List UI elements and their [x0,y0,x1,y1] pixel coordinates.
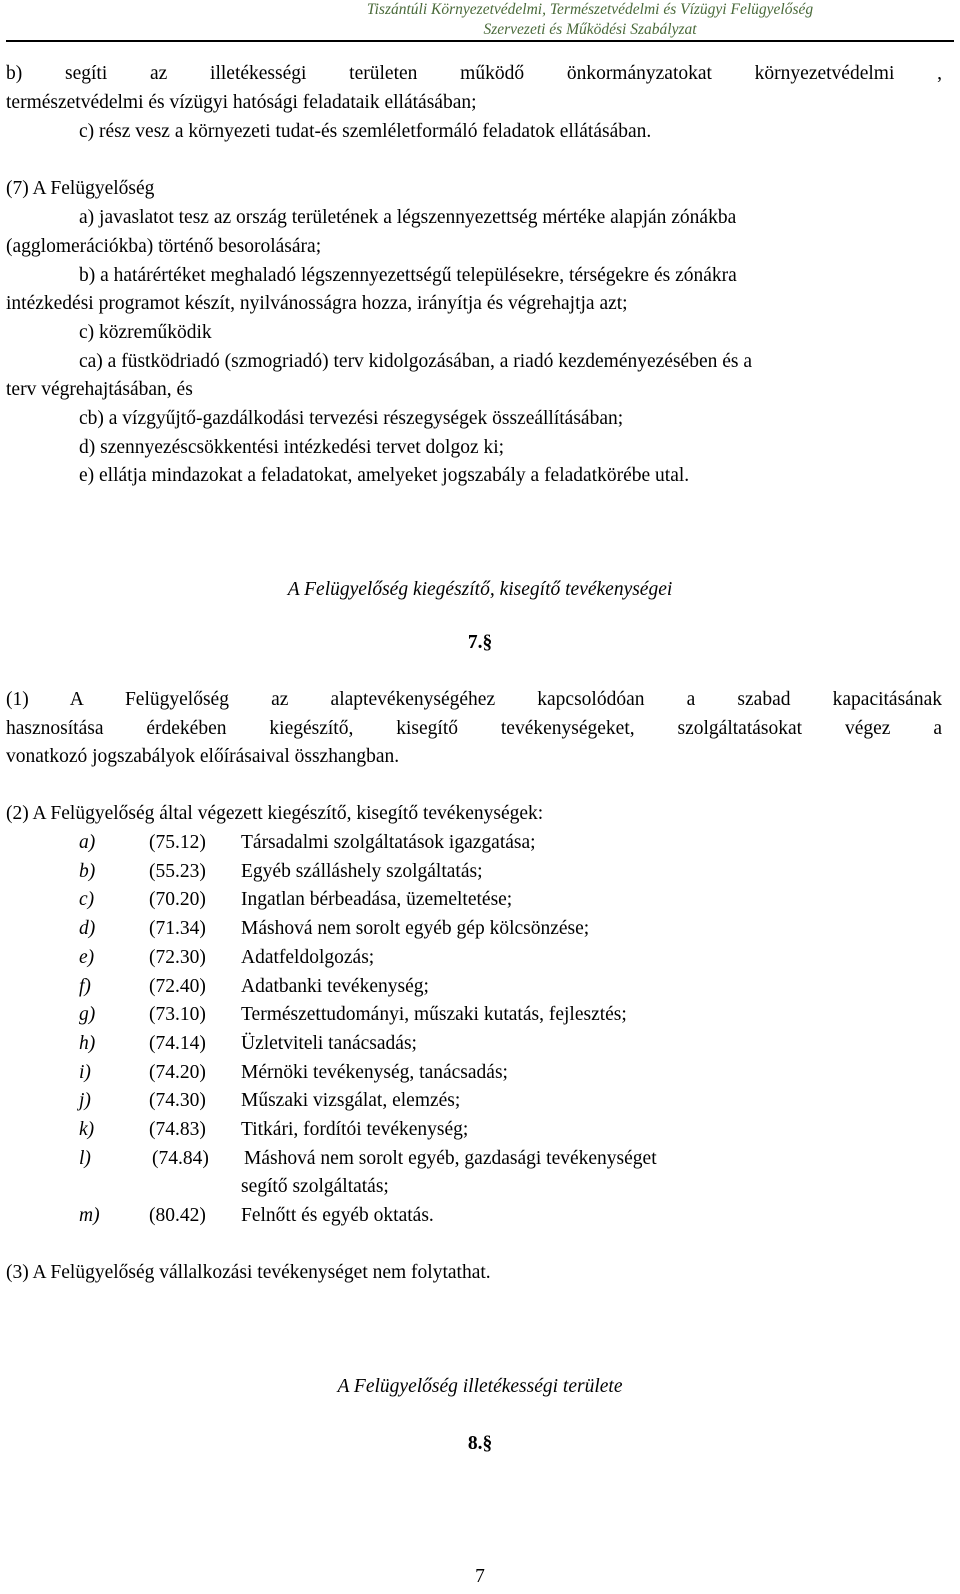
section-heading: A Felügyelőség illetékességi területe [337,1376,623,1397]
paragraph-line: c) rész vesz a környezeti tudat-és szemléletformáló feladatok ellátásában. [79,121,652,142]
list-item-code: (72.30) [149,947,206,968]
paragraph-line: a) javaslatot tesz az ország területének a légszennyezettség mértéke alapján zónákba [79,207,737,228]
list-item-code: (80.42) [149,1205,206,1226]
paragraph-line: természetvédelmi és vízügyi hatósági feladataik ellátásában; [6,92,477,113]
list-item-code: (72.40) [149,976,206,997]
paragraph-line: hasznosítása érdekében kiegészítő, kisegítő tevékenységeket, szolgáltatásokat végez a [6,718,942,739]
list-item-letter: m) [79,1205,100,1226]
paragraph-title: (2) A Felügyelőség által végezett kiegészítő, kisegítő tevékenységek: [6,803,544,824]
list-item-code: (74.30) [149,1090,206,1111]
header-subtitle: Szervezeti és Működési Szabályzat [483,21,697,38]
header-title: Tiszántúli Környezetvédelmi, Természetvédelmi és Vízügyi Felügyelőség [366,1,814,18]
paragraph-line: vonatkozó jogszabályok előírásaival összhangban. [6,746,400,767]
list-item-letter: b) [79,861,96,882]
list-item-code: (55.23) [149,861,206,882]
list-item-code: (74.14) [149,1033,206,1054]
paragraph-line: e) ellátja mindazokat a feladatokat, amelyeket jogszabály a feladatkörébe utal. [79,465,690,486]
paragraph-line: (3) A Felügyelőség vállalkozási tevékenységet nem folytathat. [6,1262,491,1283]
list-item-code: (74.83) [149,1119,206,1140]
list-item-text: Felnőtt és egyéb oktatás. [241,1205,434,1226]
paragraph-line: (1) A Felügyelőség az alaptevékenységéhez kapcsolódóan a szabad kapacitásának [6,689,942,710]
list-item-text: Természettudományi, műszaki kutatás, fejlesztés; [241,1004,627,1025]
list-item-text: Adatbanki tevékenység; [241,976,429,997]
paragraph-line: d) szennyezéscsökkentési intézkedési tervet dolgoz ki; [79,437,505,458]
paragraph-line: b) a határértéket meghaladó légszennyezettségű településekre, térségekre és zónákra [79,265,737,286]
document-header [240,0,940,40]
list-item-code: (73.10) [149,1004,206,1025]
list-item-letter: c) [79,889,95,910]
list-item-text: Máshová nem sorolt egyéb, gazdasági tevékenységet [244,1148,657,1169]
paragraph-line: terv végrehajtásában, és [6,379,193,400]
list-item-text: Titkári, fordítói tevékenység; [241,1119,469,1140]
list-item-text-continued: segítő szolgáltatás; [241,1176,389,1197]
list-item-text: Ingatlan bérbeadása, üzemeltetése; [241,889,513,910]
list-item-text: Máshová nem sorolt egyéb gép kölcsönzése; [241,918,590,939]
paragraph-line: cb) a vízgyűjtő-gazdálkodási tervezési részegységek összeállításában; [79,408,624,429]
list-item-letter: e) [79,947,95,968]
paragraph-line: intézkedési programot készít, nyilvánosságra hozza, irányítja és végrehajtja azt; [6,293,628,314]
list-item-text: Mérnöki tevékenység, tanácsadás; [241,1062,508,1083]
list-item-letter: a) [79,832,96,853]
page-number: 7 [475,1566,485,1587]
section-heading: A Felügyelőség kiegészítő, kisegítő tevékenységei [287,579,673,600]
list-item-text: Műszaki vizsgálat, elemzés; [241,1090,461,1111]
paragraph-line: c) közreműködik [79,322,212,343]
list-item-letter: i) [79,1062,91,1083]
list-item-code: (75.12) [149,832,206,853]
section-number: 7.§ [467,632,493,653]
list-item-letter: d) [79,918,96,939]
list-item-letter: g) [79,1004,96,1025]
paragraph-line: (agglomerációkba) történő besorolására; [6,236,322,257]
list-item-code: (71.34) [149,918,206,939]
list-item-letter: l) [79,1148,91,1169]
list-item-letter: f) [79,976,91,997]
list-item-letter: j) [79,1090,91,1111]
paragraph-title: (7) A Felügyelőség [6,178,155,199]
list-item-text: Társadalmi szolgáltatások igazgatása; [241,832,536,853]
list-item-text: Adatfeldolgozás; [241,947,375,968]
list-item-code: (74.84) [152,1148,209,1169]
header-divider [6,40,954,42]
list-item-text: Üzletviteli tanácsadás; [241,1033,417,1054]
list-item-letter: k) [79,1119,95,1140]
section-number: 8.§ [467,1433,493,1454]
list-item-code: (74.20) [149,1062,206,1083]
list-item-text: Egyéb szálláshely szolgáltatás; [241,861,483,882]
paragraph-line: ca) a füstködriadó (szmogriadó) terv kidolgozásában, a riadó kezdeményezésében és a [79,351,752,372]
list-item-code: (70.20) [149,889,206,910]
paragraph-line: b) segíti az illetékességi területen működő önkormányzatokat környezetvédelmi , [6,63,942,84]
list-item-letter: h) [79,1033,96,1054]
